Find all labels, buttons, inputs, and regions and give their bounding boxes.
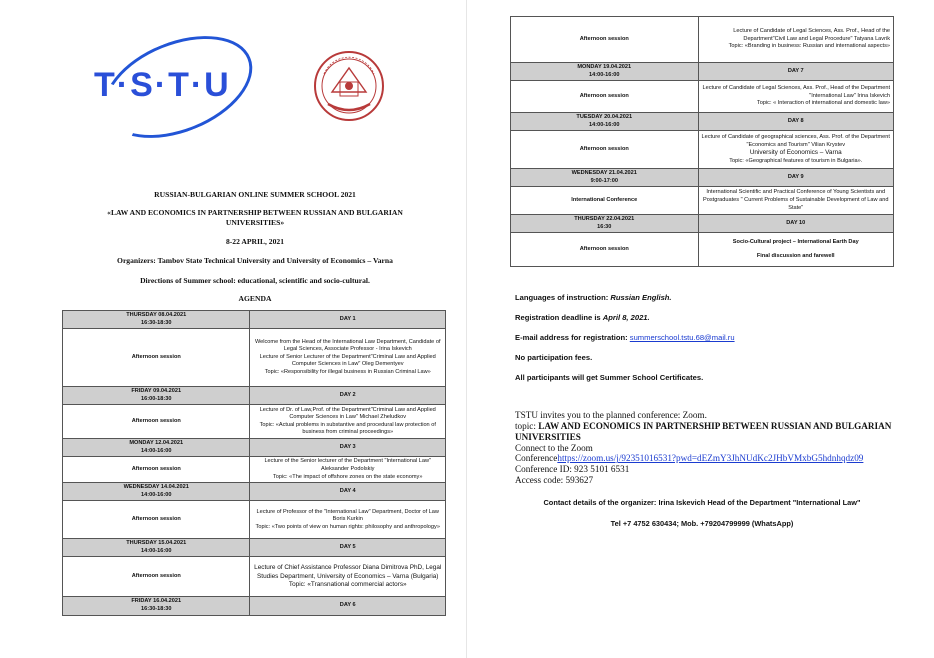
agenda-session-row bbox=[63, 329, 446, 387]
tstu-logo bbox=[92, 38, 260, 138]
session-description: Socio-Cultural project – International Earth Day Final discussion and farewell bbox=[698, 233, 894, 267]
zoom-conference-line: Conferencehttps://zoom.us/j/92351016531?pwd=dEZmY3JhNUdKc2JHbVMxbG5hdnhqdz09 bbox=[515, 453, 864, 464]
session-label: Afternoon session bbox=[511, 233, 699, 267]
agenda-day-header bbox=[511, 169, 894, 187]
certificates-line: All participants will get Summer School Certificates. bbox=[515, 373, 704, 382]
session-label: Afternoon session bbox=[511, 131, 699, 169]
session-description: Lecture of Dr. of Law,Prof. of the Department"Criminal Law and Applied Computer Sciences in Law" Michael Zheludkov Topic: «Actual problems in substantive and procedural law protection of business from criminal proceedings» bbox=[250, 405, 446, 439]
left-page bbox=[0, 0, 466, 658]
zoom-invite-line: TSTU invites you to the planned conference: Zoom. bbox=[515, 410, 707, 420]
session-label: Afternoon session bbox=[63, 457, 250, 483]
agenda-date-cell: TUESDAY 20.04.2021 14:00-16:00 bbox=[511, 113, 699, 131]
agenda-date-cell: THURSDAY 08.04.2021 16:30-18:30 bbox=[63, 311, 250, 329]
agenda-table-left bbox=[62, 310, 446, 616]
agenda-session-row bbox=[511, 131, 894, 169]
agenda-date-cell: FRIDAY 16.04.2021 16:30-18:30 bbox=[63, 597, 250, 615]
zoom-access-code: Access code: 593627 bbox=[515, 475, 594, 486]
organizer-contact: Contact details of the organizer: Irina Iskevich Head of the Department "International Law" bbox=[543, 498, 861, 507]
agenda-date-cell: WEDNESDAY 21.04.2021 9:00-17:00 bbox=[511, 169, 699, 187]
session-description: International Scientific and Practical Conference of Young Scientists and Postgraduates " Current Problems of Sustainable Development of Law and State" bbox=[698, 187, 894, 215]
fees-line: No participation fees. bbox=[515, 353, 593, 362]
session-label: Afternoon session bbox=[511, 17, 699, 63]
zoom-conference-id: Conference ID: 923 5101 6531 bbox=[515, 464, 630, 475]
agenda-date-cell: WEDNESDAY 14.04.2021 14:00-16:00 bbox=[63, 483, 250, 501]
agenda-day-header bbox=[63, 597, 446, 615]
agenda-session-row bbox=[511, 81, 894, 113]
school-subtitle: «LAW AND ECONOMICS IN PARTNERSHIP BETWEEN RUSSIAN AND BULGARIAN UNIVERSITIES» bbox=[107, 208, 403, 227]
agenda-day-label: DAY 7 bbox=[698, 63, 894, 81]
zoom-conference-link[interactable]: https://zoom.us/j/92351016531?pwd=dEZmY3JhNUdKc2JHbVMxbG5hdnhqdz09 bbox=[557, 453, 864, 464]
agenda-heading: AGENDA bbox=[238, 294, 272, 303]
agenda-day-header bbox=[63, 387, 446, 405]
email-line: E-mail address for registration: summerschool.tstu.68@mail.ru bbox=[515, 333, 735, 342]
agenda-day-label: DAY 3 bbox=[250, 439, 446, 457]
agenda-session-row bbox=[63, 405, 446, 439]
agenda-date-cell: THURSDAY 15.04.2021 14:00-16:00 bbox=[63, 539, 250, 557]
agenda-date-cell: MONDAY 19.04.2021 14:00-16:00 bbox=[511, 63, 699, 81]
agenda-day-label: DAY 2 bbox=[250, 387, 446, 405]
school-title: RUSSIAN-BULGARIAN ONLINE SUMMER SCHOOL 2021 bbox=[154, 190, 356, 199]
session-label: Afternoon session bbox=[511, 81, 699, 113]
zoom-connect: Connect to the Zoom bbox=[515, 442, 593, 453]
agenda-day-label: DAY 1 bbox=[250, 311, 446, 329]
languages-line: Languages of instruction: Russian English. bbox=[515, 293, 672, 302]
agenda-session-row bbox=[63, 557, 446, 597]
agenda-date-cell: THURSDAY 22.04.2021 16:30 bbox=[511, 215, 699, 233]
session-description: Lecture of Candidate of geographical sciences, Ass. Prof. of the Department "Economics and Tourism" Vilian Krystev University of Economics – Varna Topic: «Geographical features of tourism in Bulgaria». bbox=[698, 131, 894, 169]
session-label: Afternoon session bbox=[63, 329, 250, 387]
agenda-day-header bbox=[63, 311, 446, 329]
zoom-invitation bbox=[515, 410, 915, 486]
agenda-session-row bbox=[63, 501, 446, 539]
session-label: Afternoon session bbox=[63, 405, 250, 439]
agenda-day-label: DAY 5 bbox=[250, 539, 446, 557]
session-label: Afternoon session bbox=[63, 501, 250, 539]
organizer-phones: Tel +7 4752 630434; Mob. +79204799999 (WhatsApp) bbox=[610, 519, 794, 528]
agenda-day-header bbox=[63, 439, 446, 457]
page-divider bbox=[466, 0, 467, 658]
zoom-topic: topic: LAW AND ECONOMICS IN PARTNERSHIP BETWEEN RUSSIAN AND BULGARIAN UNIVERSITIES bbox=[515, 420, 892, 442]
right-page bbox=[468, 0, 934, 658]
agenda-day-label: DAY 10 bbox=[698, 215, 894, 233]
agenda-day-header bbox=[511, 63, 894, 81]
agenda-day-header bbox=[63, 539, 446, 557]
agenda-date-cell: MONDAY 12.04.2021 14:00-16:00 bbox=[63, 439, 250, 457]
agenda-session-row bbox=[511, 17, 894, 63]
agenda-session-row bbox=[511, 233, 894, 267]
agenda-date-cell: FRIDAY 09.04.2021 16:00-18:30 bbox=[63, 387, 250, 405]
school-dates: 8-22 APRIL, 2021 bbox=[225, 237, 284, 246]
session-description: Welcome from the Head of the International Law Department, Candidate of Legal Sciences, Associate Professor - Irina Iskevich Lecture of Senior Lecturer of the Department"Criminal Law and Applied Computer Sciences in Law" Oleg Dementyev Topic: «Responsibility for illegal business in Russian Criminal Law» bbox=[250, 329, 446, 387]
agenda-day-label: DAY 4 bbox=[250, 483, 446, 501]
registration-email-link[interactable]: summerschool.tstu.68@mail.ru bbox=[629, 333, 735, 342]
agenda-day-label: DAY 9 bbox=[698, 169, 894, 187]
agenda-day-label: DAY 8 bbox=[698, 113, 894, 131]
session-description: Lecture of the Senior lecturer of the Department "International Law" Aleksander Podolskiy Topic: «The impact of offshore zones on the state economy» bbox=[250, 457, 446, 483]
agenda-session-row bbox=[511, 187, 894, 215]
agenda-day-header bbox=[511, 113, 894, 131]
agenda-day-header bbox=[511, 215, 894, 233]
session-description: Lecture of Candidate of Legal Sciences, Ass. Prof., Head of the Department "International Law" Irina Iskevich Topic: « Interaction of international and domestic law» bbox=[698, 81, 894, 113]
agenda-table-right bbox=[510, 16, 894, 267]
agenda-session-row bbox=[63, 457, 446, 483]
session-description: Lecture of Chief Assistance Professor Diana Dimitrova PhD, Legal Studies Department, University of Economics – Varna (Bulgaria) Topic: «Transnational commercial actors» bbox=[250, 557, 446, 597]
agenda-day-header bbox=[63, 483, 446, 501]
agenda-day-label: DAY 6 bbox=[250, 597, 446, 615]
organizers: Organizers: Tambov State Technical University and University of Economics – Varna bbox=[117, 256, 393, 265]
directions: Directions of Summer school: educational, scientific and socio-cultural. bbox=[140, 276, 370, 285]
university-of-economics-varna-seal bbox=[312, 46, 386, 138]
session-label: Afternoon session bbox=[63, 557, 250, 597]
tstu-logo-text: T·S·T·U bbox=[94, 66, 231, 104]
session-description: Lecture of Professor of the "International Law" Department, Doctor of Law Boris Kurkin Topic: «Two points of view on human rights: philosophy and anthropology» bbox=[250, 501, 446, 539]
deadline-line: Registration deadline is April 8, 2021. bbox=[515, 313, 650, 322]
session-label: International Conference bbox=[511, 187, 699, 215]
session-description: Lecture of Candidate of Legal Sciences, Ass. Prof., Head of the Department"Civil Law and Legal Procedure" Tatyana Lavrik Topic: «Branding in business: Russian and international aspects» bbox=[698, 17, 894, 63]
